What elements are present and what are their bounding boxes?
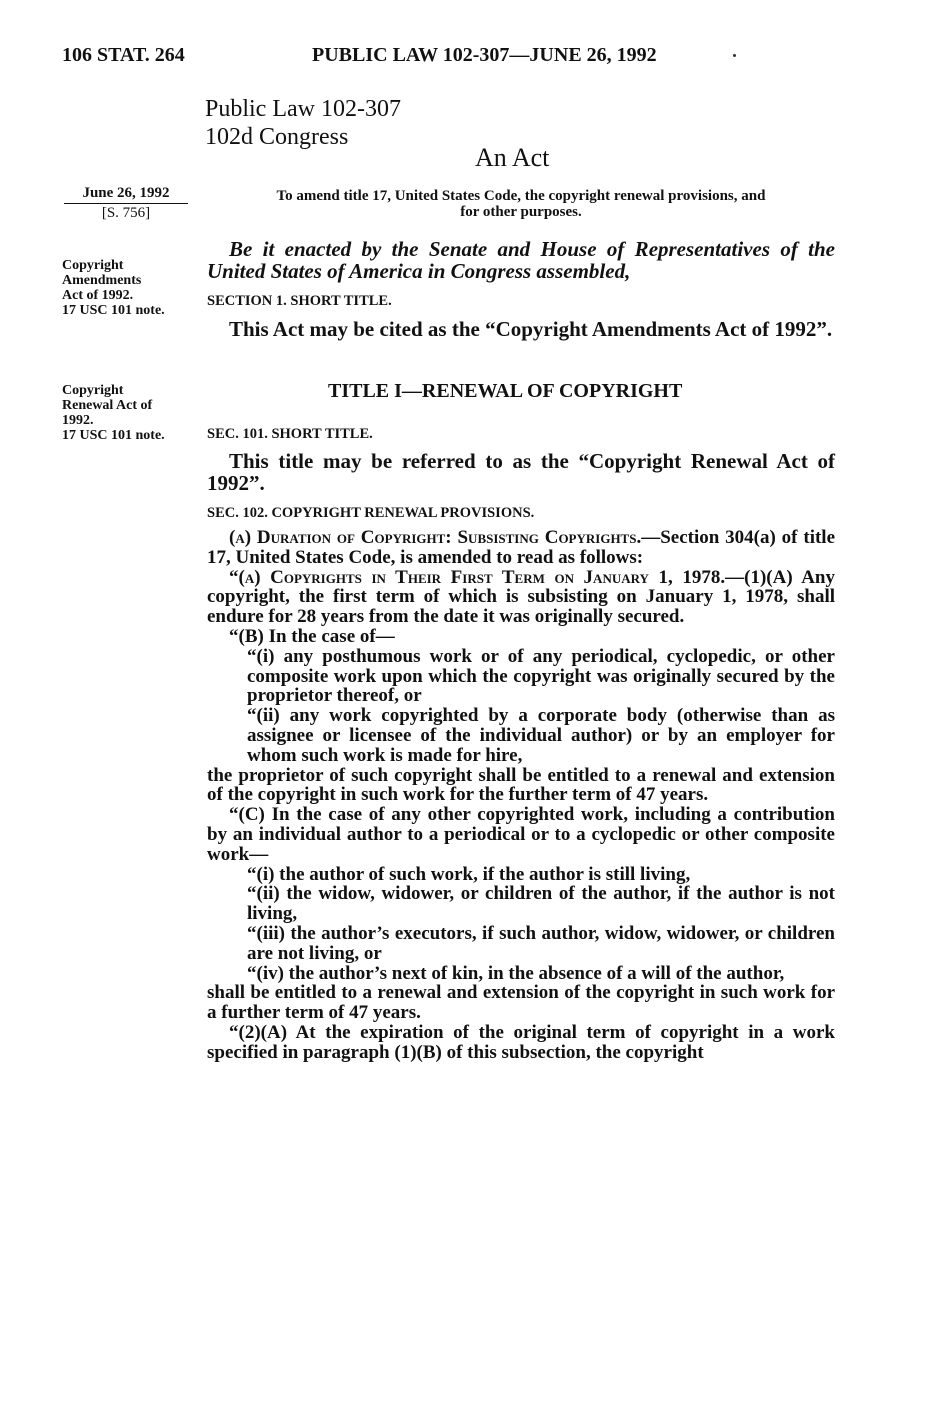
congress: 102d Congress [205, 124, 349, 150]
section-1-heading: SECTION 1. SHORT TITLE. [207, 293, 392, 309]
paragraph-text: —Section 304(a) of title 17, United States Code, is amended to read as follows: [207, 527, 836, 568]
paragraph [207, 568, 835, 627]
margin-line: Copyright [62, 258, 124, 273]
paragraph: “(iv) the author’s next of kin, in the absence of a will of the author, [247, 962, 785, 984]
paragraph: “(iii) the author’s executors, if such author, widow, widower, or children are not living, or [247, 922, 835, 964]
margin-line: Act of 1992. [62, 288, 134, 303]
purpose-line: for other purposes. [460, 204, 582, 220]
act-label: An Act [475, 143, 550, 172]
section-101-heading: SEC. 101. SHORT TITLE. [207, 426, 373, 442]
bill-number: [S. 756] [101, 205, 151, 221]
paragraph: the proprietor of such copyright shall be entitled to a renewal and extension of the copyright in such work for the further term of 47 years. [207, 764, 835, 806]
paragraph [207, 528, 835, 568]
paragraph: “(ii) any work copyrighted by a corporate body (otherwise than as assignee or licensee of the individual author) or by an employer for whom such work is made for hire, [247, 705, 835, 766]
paragraph: “(2)(A) At the expiration of the original term of copyright in a work specified in paragraph (1)(B) of this subsection, the copyright [207, 1021, 835, 1063]
law-number: Public Law 102-307 [205, 96, 401, 122]
stray-mark [733, 54, 736, 57]
subsection-heading: (a) Duration of Copyright: Subsisting Copyrights. [229, 527, 642, 548]
title-block [205, 95, 401, 151]
margin-line: 17 USC 101 note. [62, 428, 165, 443]
margin-line: Renewal Act of [62, 398, 153, 413]
margin-line: Copyright [62, 383, 124, 398]
paragraph: shall be entitled to a renewal and extension of the copyright in such work for a further term of 47 years. [207, 982, 835, 1024]
running-head-page-ref: 106 STAT. 264 [62, 44, 185, 66]
running-head-law-line: PUBLIC LAW 102-307—JUNE 26, 1992 [312, 44, 657, 66]
paragraph: “(i) any posthumous work or of any periodical, cyclopedic, or other composite work upon which the copyright was originally secured by the proprietor thereof, or [247, 645, 835, 707]
paragraph: “(C) In the case of any other copyrighted work, including a contribution by an individual author to a periodical or to a cyclopedic or other composite work— [207, 804, 835, 865]
purpose-clause [207, 188, 835, 220]
margin-note-amendments [62, 258, 187, 318]
section-101-text: This title may be referred to as the “Copyright Renewal Act of 1992”. [207, 449, 835, 495]
enactment-date: June 26, 1992 [64, 186, 188, 204]
subsection-heading: “(a) Copyrights in Their First Term on January 1, 1978. [229, 566, 726, 588]
margin-note-renewal [62, 383, 187, 443]
section-102-heading: SEC. 102. COPYRIGHT RENEWAL PROVISIONS. [207, 505, 535, 521]
section-1-text: This Act may be cited as the “Copyright Amendments Act of 1992”. [229, 317, 833, 341]
margin-date-box [64, 186, 188, 221]
paragraph-text: —(1)(A) Any copyright, the first term of which is subsisting on January 1, 1978, shall endure for 28 years from the date it was originally secured. [207, 566, 835, 628]
paragraph: “(ii) the widow, widower, or children of the author, if the author is not living, [247, 883, 835, 925]
margin-line: Amendments [62, 273, 142, 288]
section-102-body [207, 528, 835, 1063]
margin-line: 1992. [62, 413, 94, 428]
purpose-line: To amend title 17, United States Code, the copyright renewal provisions, and [276, 188, 766, 204]
margin-line: 17 USC 101 note. [62, 303, 165, 318]
title-i-heading: TITLE I—RENEWAL OF COPYRIGHT [328, 380, 683, 402]
enacting-clause: Be it enacted by the Senate and House of Representatives of the United States of America in Congress assembled, [207, 237, 835, 283]
paragraph: “(i) the author of such work, if the author is still living, [247, 863, 691, 885]
paragraph: “(B) In the case of— [229, 625, 395, 647]
